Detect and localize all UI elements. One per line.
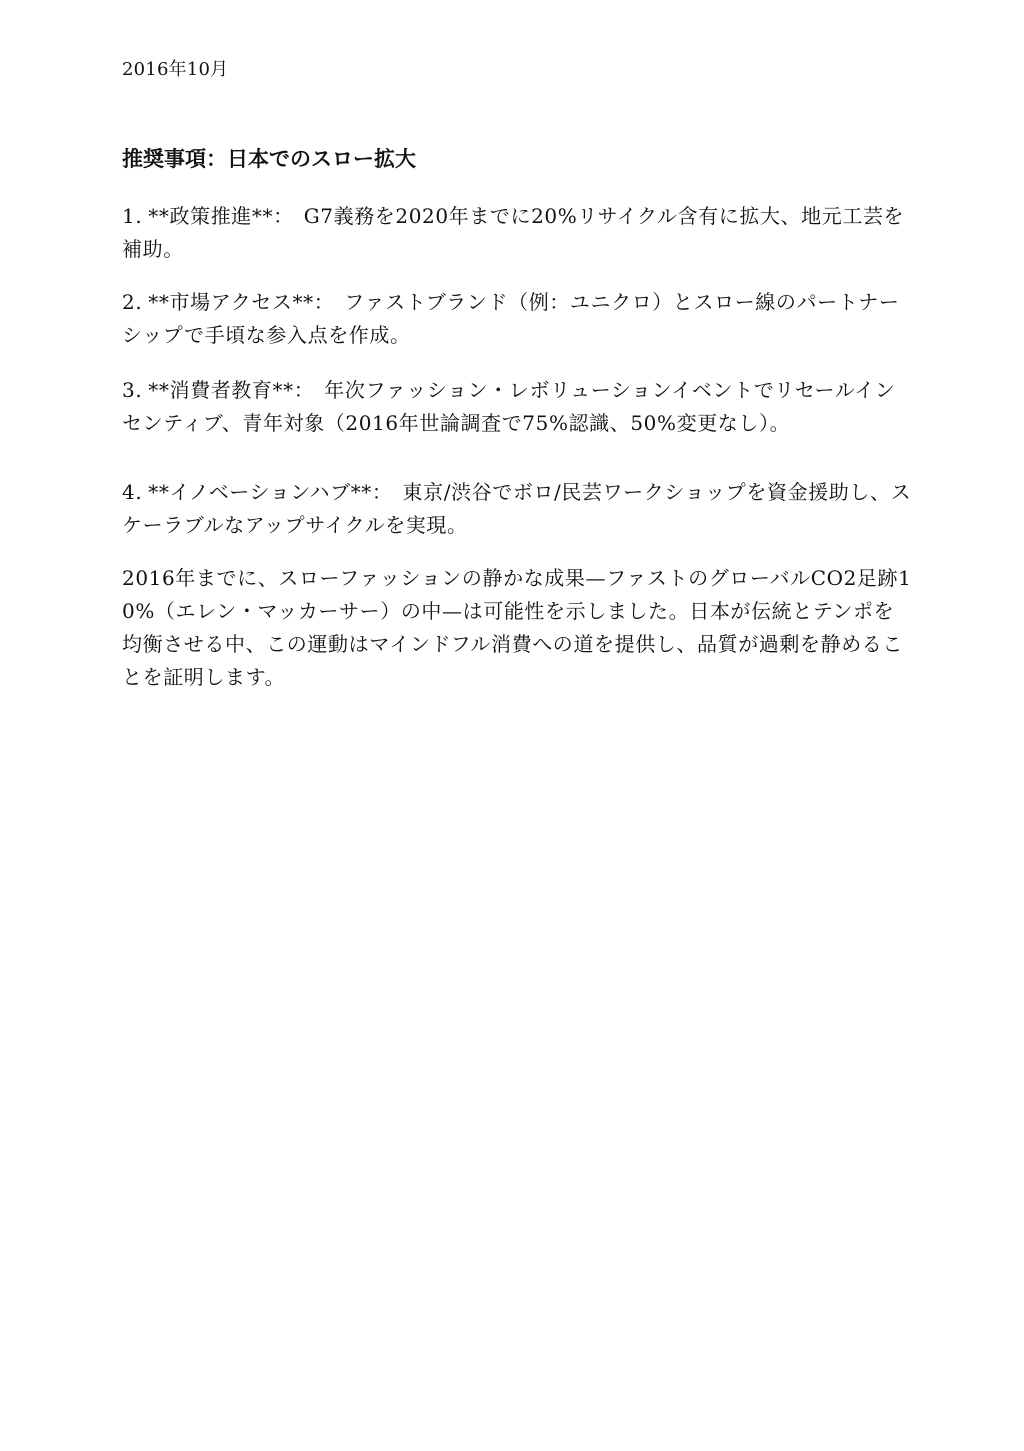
recommendation-item-market-access [122,286,912,352]
item-label: **イノベーションハブ**： [148,480,393,504]
conclusion-paragraph: 2016年までに、スローファッションの静かな成果—ファストのグローバルCO2足跡10%（エレン・マッカーサー）の中—は可能性を示しました。日本が伝統とテンポを均衡させる中、この運動はマインドフル消費への道を提供し、品質が過剰を静めることを証明します。 [122,566,912,689]
document-date: 2016年10月 [122,59,229,80]
item-number: 2. [122,290,143,314]
recommendation-item-consumer-education [122,374,912,440]
section-heading: 推奨事項：日本でのスロー拡大 [122,146,416,171]
recommendation-item-innovation-hub [122,476,912,542]
item-text: 東京/渋谷でボロ/民芸ワークショップを資金援助し、スケーラブルなアップサイクルを実現。 [122,480,912,537]
item-label: **政策推進**： [148,204,294,228]
item-number: 4. [122,480,143,504]
item-number: 3. [122,378,143,402]
item-label: **市場アクセス**： [148,290,335,314]
recommendation-item-policy [122,200,912,266]
item-number: 1. [122,204,143,228]
item-text: G7義務を2020年までに20%リサイクル含有に拡大、地元工芸を補助。 [122,204,905,261]
item-text: ファストブランド（例：ユニクロ）とスロー線のパートナーシップで手頃な参入点を作成。 [122,290,900,347]
item-label: **消費者教育**： [148,378,315,402]
item-text: 年次ファッション・レボリューションイベントでリセールインセンティブ、青年対象（2016年世論調査で75%認識、50%変更なし）。 [122,378,896,435]
